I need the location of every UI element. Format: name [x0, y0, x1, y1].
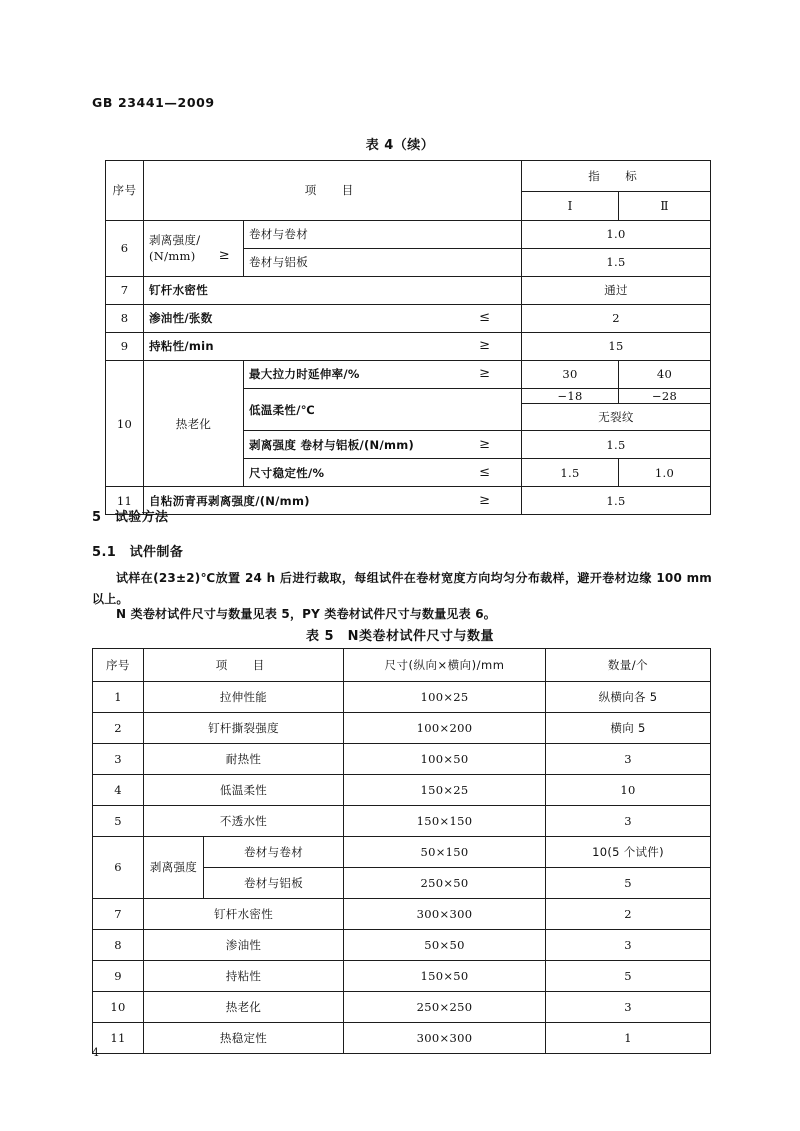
table4-row9-itemrow [149, 338, 516, 354]
table4-row9-no: 9 [106, 333, 144, 361]
table5-col-item: 项 目 [144, 649, 344, 682]
table4-row11-itemrow [149, 493, 516, 509]
table5 [92, 648, 711, 1054]
table4-row10-sub3-item-cell [244, 431, 522, 459]
table4-header-row [106, 161, 711, 192]
paragraph-1-text: 试样在(23±2)℃放置 24 h 后进行裁取，每组试件在卷材宽度方向均匀分布裁样，避开卷材边缘 100 mm 以上。 [92, 571, 712, 606]
table5-row9-qty: 5 [546, 961, 711, 992]
table-row [93, 744, 711, 775]
table-row [93, 1023, 711, 1054]
table4-row10-sub4-item: 尺寸稳定性/% [249, 465, 325, 480]
table5-row8-size: 50×50 [344, 930, 546, 961]
table-row [93, 837, 711, 868]
table4-row6-operator: ≥ [218, 247, 230, 263]
table5-row10-item: 热老化 [144, 992, 344, 1023]
table4-caption: 表 4（续） [365, 138, 435, 153]
table4-row7-no: 7 [106, 277, 144, 305]
table4-row8-itemrow [149, 310, 516, 326]
table4-row10-sub3-value: 1.5 [522, 431, 711, 459]
table5-col-no: 序号 [93, 649, 144, 682]
table-row [93, 930, 711, 961]
table4-row10-sub4-operator: ≤ [479, 464, 490, 480]
table4-row10-sub1-v2: 40 [619, 361, 711, 389]
table-row [106, 361, 711, 389]
table4-row10-sub2-item: 低温柔性/℃ [249, 402, 315, 417]
table4-row11-no: 11 [106, 487, 144, 515]
table5-row3-item: 耐热性 [144, 744, 344, 775]
table4-row11-operator: ≥ [479, 492, 490, 508]
table4-row7-value: 通过 [522, 277, 711, 305]
table-row [106, 277, 711, 305]
table4-row10-sub2-merged: 无裂纹 [522, 404, 711, 431]
table5-row9-no: 9 [93, 961, 144, 992]
table5-row9-item: 持粘性 [144, 961, 344, 992]
table4-row10-sub4-itemrow [249, 465, 516, 481]
table4-row6-label-line1: 剥离强度/ [149, 233, 201, 248]
table-row [93, 899, 711, 930]
table-row [106, 305, 711, 333]
table5-row3-qty: 3 [546, 744, 711, 775]
table4-row10-sub1-v1: 30 [522, 361, 619, 389]
standard-number: GB 23441—2009 [92, 95, 215, 110]
table4-row6-label-line2: (N/mm) [149, 248, 196, 263]
table4-row10-sub1-operator: ≥ [479, 366, 490, 382]
table4-row7-item: 钉杆水密性 [149, 283, 208, 298]
table5-row4-qty: 10 [546, 775, 711, 806]
table5-row2-no: 2 [93, 713, 144, 744]
paragraph-2 [92, 604, 712, 625]
table5-row7-item: 钉杆水密性 [144, 899, 344, 930]
table5-row1-item: 拉伸性能 [144, 682, 344, 713]
table4-row10-sub4-item-cell [244, 459, 522, 487]
table4-row6-sub1-value: 1.0 [522, 221, 711, 249]
table4-row10-sub2-v1: −18 [522, 389, 619, 404]
table4-row10-sub3-operator: ≥ [479, 436, 490, 452]
table4-row9-item: 持粘性/min [149, 339, 214, 354]
table5-row11-qty: 1 [546, 1023, 711, 1054]
table-row [93, 775, 711, 806]
table5-row6-no: 6 [93, 837, 144, 899]
table4-row6-no: 6 [106, 221, 144, 277]
table4-row6-label-line2-wrap [149, 248, 238, 264]
table4-row6-label [144, 221, 244, 277]
table5-col-size: 尺寸(纵向×横向)/mm [344, 649, 546, 682]
table4-row9-operator: ≥ [479, 338, 490, 354]
table5-row2-qty: 横向 5 [546, 713, 711, 744]
table5-row5-qty: 3 [546, 806, 711, 837]
table4-row8-operator: ≤ [479, 310, 490, 326]
table-row [106, 221, 711, 249]
table4-col-grade-1: Ⅰ [522, 192, 619, 221]
table4-row7-item-cell [144, 277, 522, 305]
table4-row9-item-cell [144, 333, 522, 361]
table4-row10-sub1-item: 最大拉力时延伸率/% [249, 367, 360, 382]
table-row [93, 992, 711, 1023]
table4-row10-sub2-v2: −28 [619, 389, 711, 404]
table5-row1-no: 1 [93, 682, 144, 713]
table5-row11-no: 11 [93, 1023, 144, 1054]
table-row [106, 487, 711, 515]
table5-row6-sub1-qty: 10(5 个试件) [546, 837, 711, 868]
table5-row6-sub1-size: 50×150 [344, 837, 546, 868]
table4-row9-value: 15 [522, 333, 711, 361]
table4-row11-value: 1.5 [522, 487, 711, 515]
table4-row10-sub4-v1: 1.5 [522, 459, 619, 487]
table5-row8-no: 8 [93, 930, 144, 961]
table4-col-item: 项 目 [144, 161, 522, 221]
table4-col-grade-2: Ⅱ [619, 192, 711, 221]
page-number: 4 [92, 1046, 99, 1059]
table4-col-index: 指 标 [522, 161, 711, 192]
table-row [93, 806, 711, 837]
table4-row10-sub3-itemrow [249, 437, 516, 453]
table4-row10-label: 热老化 [144, 361, 244, 487]
table5-row3-no: 3 [93, 744, 144, 775]
table-row [106, 333, 711, 361]
table5-row6-sub2-size: 250×50 [344, 868, 546, 899]
table5-row4-size: 150×25 [344, 775, 546, 806]
table4-row8-item: 渗油性/张数 [149, 311, 213, 326]
table4-row11-item-cell [144, 487, 522, 515]
table4-row10-sub2-itemrow [249, 403, 516, 417]
table5-row8-qty: 3 [546, 930, 711, 961]
table-row [93, 961, 711, 992]
table5-row7-qty: 2 [546, 899, 711, 930]
table5-row6-sub2-qty: 5 [546, 868, 711, 899]
table4-row10-sub3-item: 剥离强度 卷材与铝板/(N/mm) [249, 437, 415, 452]
table5-header-row [93, 649, 711, 682]
table5-col-qty: 数量/个 [546, 649, 711, 682]
table5-row5-size: 150×150 [344, 806, 546, 837]
table4-row10-sub2-item-cell [244, 389, 522, 431]
table5-row6-sub2-item: 卷材与铝板 [204, 868, 344, 899]
table4-col-no: 序号 [106, 161, 144, 221]
table-row [93, 713, 711, 744]
table4-row6-sub1-item: 卷材与卷材 [244, 221, 522, 249]
table5-row11-item: 热稳定性 [144, 1023, 344, 1054]
table4-row10-sub4-v2: 1.0 [619, 459, 711, 487]
table5-row5-no: 5 [93, 806, 144, 837]
table5-row1-qty: 纵横向各 5 [546, 682, 711, 713]
table4-row10-no: 10 [106, 361, 144, 487]
table5-row9-size: 150×50 [344, 961, 546, 992]
section-5-1-heading: 5.1 试件制备 [92, 545, 184, 560]
table4-row10-sub1-itemrow [249, 366, 516, 382]
table5-row10-qty: 3 [546, 992, 711, 1023]
paragraph-2-text: N 类卷材试件尺寸与数量见表 5，PY 类卷材试件尺寸与数量见表 6。 [116, 607, 496, 621]
table4-row11-item: 自粘沥青再剥离强度/(N/mm) [149, 493, 310, 508]
table5-caption: 表 5 N类卷材试件尺寸与数量 [306, 629, 494, 644]
table5-row10-no: 10 [93, 992, 144, 1023]
table4-row6-sub2-item: 卷材与铝板 [244, 249, 522, 277]
table5-row10-size: 250×250 [344, 992, 546, 1023]
table-row [93, 682, 711, 713]
table5-row3-size: 100×50 [344, 744, 546, 775]
table5-row7-size: 300×300 [344, 899, 546, 930]
table4-row7-itemrow [149, 283, 516, 297]
table5-row2-item: 钉杆撕裂强度 [144, 713, 344, 744]
table5-row8-item: 渗油性 [144, 930, 344, 961]
table4-row10-sub1-item-cell [244, 361, 522, 389]
table5-row1-size: 100×25 [344, 682, 546, 713]
table5-row7-no: 7 [93, 899, 144, 930]
table5-row5-item: 不透水性 [144, 806, 344, 837]
table5-row6-sub1-item: 卷材与卷材 [204, 837, 344, 868]
table5-row2-size: 100×200 [344, 713, 546, 744]
table5-row11-size: 300×300 [344, 1023, 546, 1054]
table4-row6-sub2-value: 1.5 [522, 249, 711, 277]
table5-row4-item: 低温柔性 [144, 775, 344, 806]
table4-row8-item-cell [144, 305, 522, 333]
table5-row6-label: 剥离强度 [144, 837, 204, 899]
table5-row4-no: 4 [93, 775, 144, 806]
table4-row8-value: 2 [522, 305, 711, 333]
section-5-heading: 5 试验方法 [92, 510, 169, 525]
table4 [105, 160, 711, 515]
table4-row8-no: 8 [106, 305, 144, 333]
